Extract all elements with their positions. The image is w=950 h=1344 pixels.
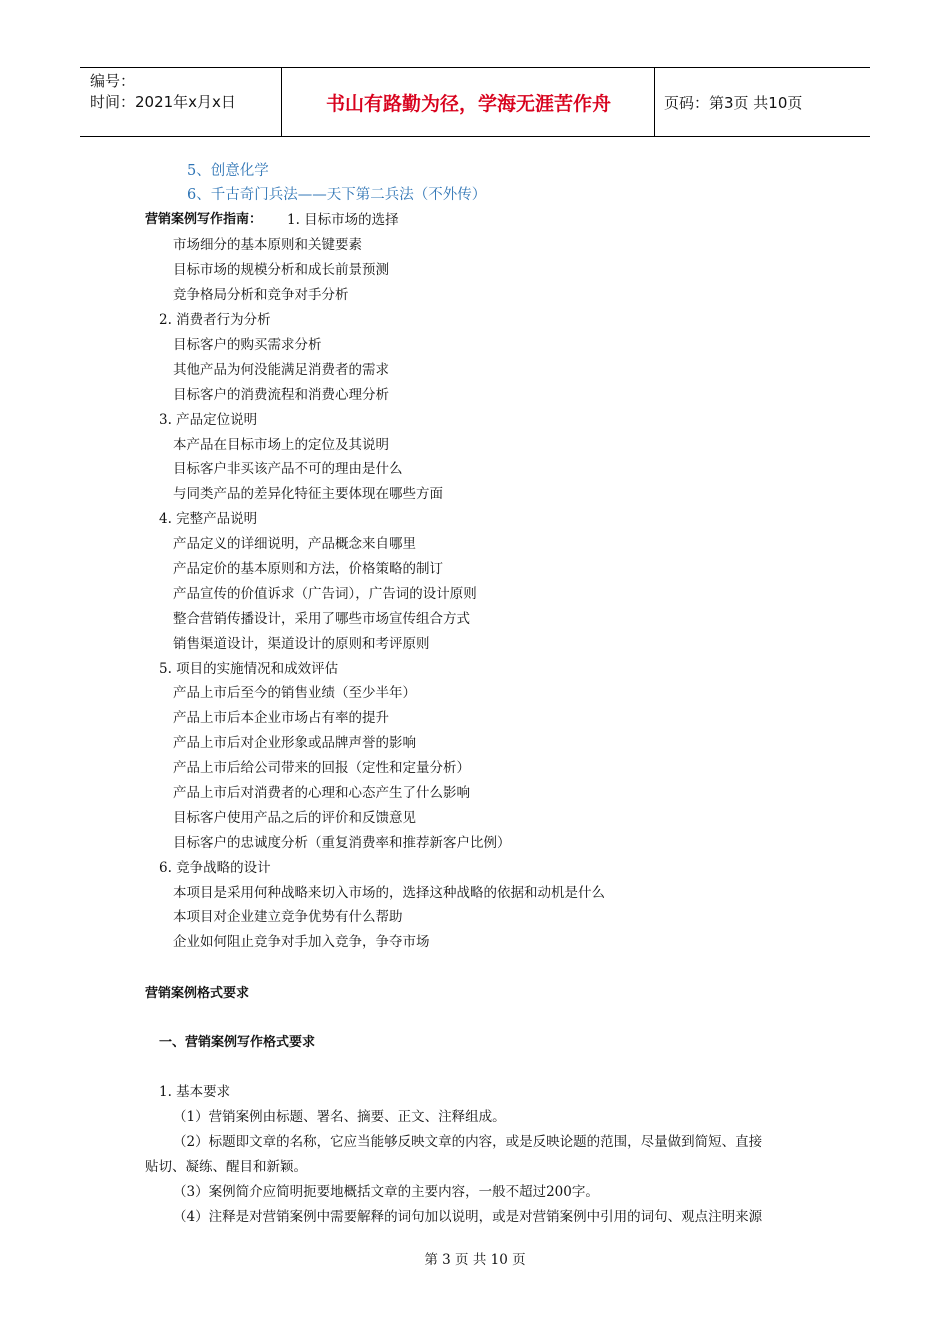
guide-item-heading: 2. 消费者行为分析 bbox=[159, 312, 271, 328]
guide-subitem: 产品上市后给公司带来的回报（定性和定量分析） bbox=[173, 760, 470, 776]
guide-subitem: 本项目对企业建立竞争优势有什么帮助 bbox=[173, 909, 403, 925]
guide-subitem: 产品定价的基本原则和方法，价格策略的制订 bbox=[173, 561, 443, 577]
guide-subitem: 市场细分的基本原则和关键要素 bbox=[173, 237, 362, 253]
guide-subitem: 目标客户非买该产品不可的理由是什么 bbox=[173, 461, 403, 477]
guide-subitem: 目标客户的忠诚度分析（重复消费率和推荐新客户比例） bbox=[173, 835, 511, 851]
guide-subitem: 目标市场的规模分析和成长前景预测 bbox=[173, 262, 389, 278]
guide-subitem: 与同类产品的差异化特征主要体现在哪些方面 bbox=[173, 486, 443, 502]
paragraph-line: （3）案例简介应简明扼要地概括文章的主要内容，一般不超过200字。 bbox=[173, 1184, 599, 1200]
section-title-format: 营销案例格式要求 bbox=[145, 986, 250, 1001]
guide-item-heading: 1. 目标市场的选择 bbox=[287, 212, 399, 228]
guide-subitem: 产品上市后对企业形象或品牌声誉的影响 bbox=[173, 735, 416, 751]
guide-subitem: 产品上市后本企业市场占有率的提升 bbox=[173, 710, 389, 726]
guide-subitem: 本项目是采用何种战略来切入市场的，选择这种战略的依据和动机是什么 bbox=[173, 885, 605, 901]
guide-subitem: 目标客户使用产品之后的评价和反馈意见 bbox=[173, 810, 416, 826]
header-divider bbox=[654, 68, 655, 136]
guide-item-heading: 4. 完整产品说明 bbox=[159, 511, 258, 527]
guide-subitem: 其他产品为何没能满足消费者的需求 bbox=[173, 362, 389, 378]
header-meta bbox=[90, 71, 236, 113]
header-page-label: 页码：第3页 共10页 bbox=[664, 93, 803, 112]
guide-subitem: 销售渠道设计，渠道设计的原则和考评原则 bbox=[173, 636, 430, 652]
guide-item-heading: 3. 产品定位说明 bbox=[159, 412, 258, 428]
page-header bbox=[80, 67, 870, 137]
list-item-creative-chemistry: 5、创意化学 bbox=[187, 163, 269, 179]
guide-subitem: 产品上市后对消费者的心理和心态产生了什么影响 bbox=[173, 785, 470, 801]
guide-subitem: 产品上市后至今的销售业绩（至少半年） bbox=[173, 685, 416, 701]
paragraph-line: （1）营销案例由标题、署名、摘要、正文、注释组成。 bbox=[173, 1109, 506, 1125]
guide-subitem: 目标客户的消费流程和消费心理分析 bbox=[173, 387, 389, 403]
guide-item-heading: 6. 竞争战略的设计 bbox=[159, 860, 271, 876]
format-item-heading: 1. 基本要求 bbox=[159, 1084, 231, 1100]
paragraph-line: 贴切、凝练、醒目和新颖。 bbox=[145, 1159, 307, 1175]
guide-subitem: 本产品在目标市场上的定位及其说明 bbox=[173, 437, 389, 453]
paragraph-line: （2）标题即文章的名称，它应当能够反映文章的内容，或是反映论题的范围，尽量做到简短、直接 bbox=[173, 1134, 763, 1150]
list-item-strategy-book: 6、千古奇门兵法——天下第二兵法（不外传） bbox=[187, 187, 487, 203]
guide-subitem: 目标客户的购买需求分析 bbox=[173, 337, 322, 353]
guide-subitem: 产品宣传的价值诉求（广告词），广告词的设计原则 bbox=[173, 586, 477, 602]
subsection-title: 一、营销案例写作格式要求 bbox=[159, 1035, 316, 1050]
guide-subitem: 产品定义的详细说明，产品概念来自哪里 bbox=[173, 536, 416, 552]
section-title-writing-guide: 营销案例写作指南： bbox=[145, 212, 263, 227]
guide-item-heading: 5. 项目的实施情况和成效评估 bbox=[159, 661, 339, 677]
guide-subitem: 整合营销传播设计，采用了哪些市场宣传组合方式 bbox=[173, 611, 470, 627]
guide-subitem: 竞争格局分析和竞争对手分析 bbox=[173, 287, 349, 303]
header-number-label: 编号： bbox=[90, 72, 136, 90]
page-footer: 第 3 页 共 10 页 bbox=[424, 1252, 526, 1268]
header-motto: 书山有路勤为径，学海无涯苦作舟 bbox=[325, 92, 611, 115]
paragraph-line: （4）注释是对营销案例中需要解释的词句加以说明，或是对营销案例中引用的词句、观点注明来源 bbox=[173, 1209, 763, 1225]
header-date-label: 时间：2021年x月x日 bbox=[90, 93, 236, 111]
guide-subitem: 企业如何阻止竞争对手加入竞争，争夺市场 bbox=[173, 934, 430, 950]
